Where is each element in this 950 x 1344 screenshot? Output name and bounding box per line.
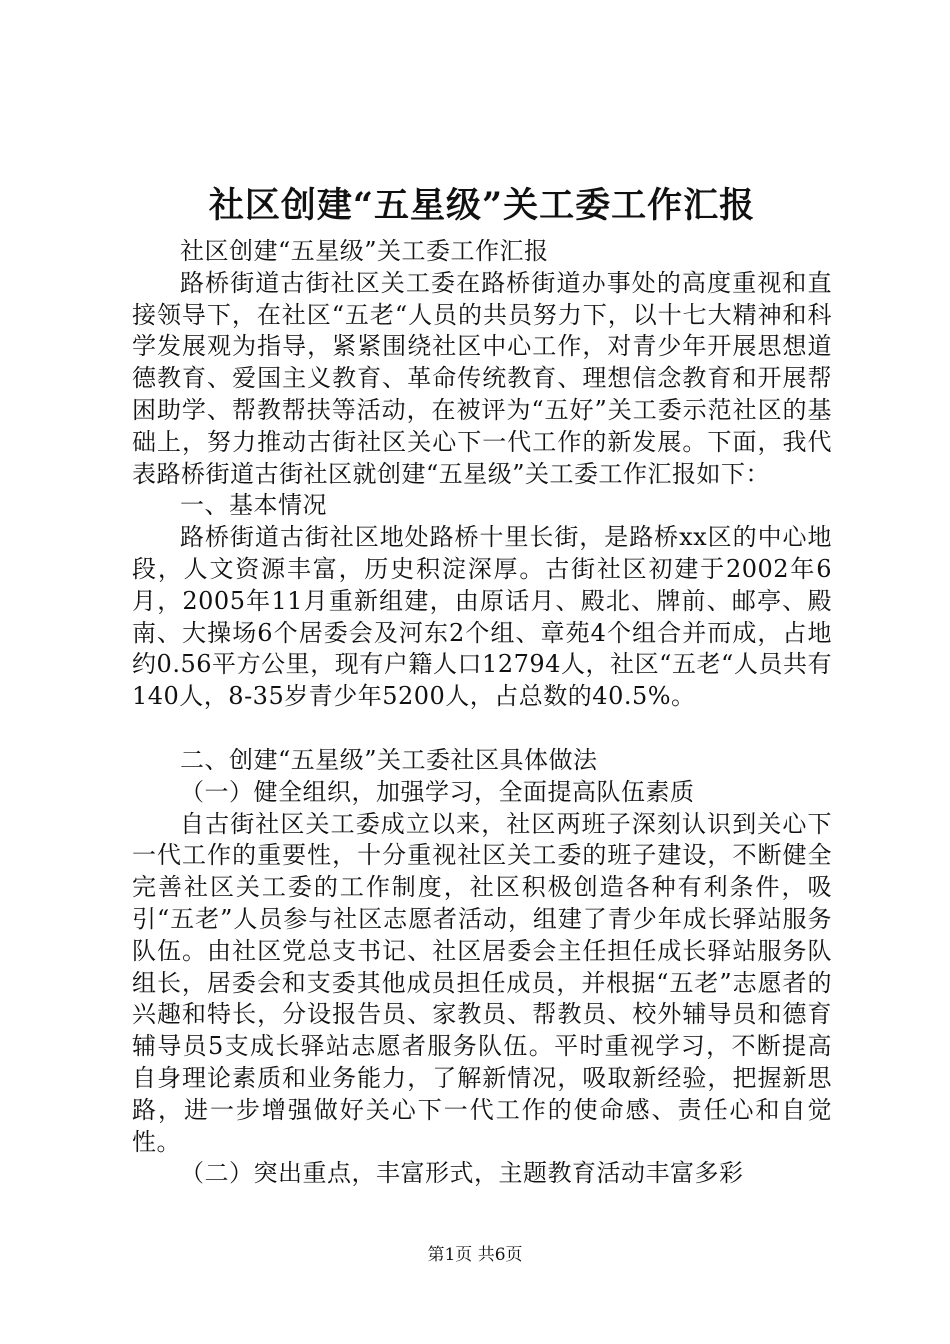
document-title: 社区创建“五星级”关工委工作汇报: [208, 185, 756, 226]
subsection-1-paragraph: 自古街社区关工委成立以来，社区两班子深刻认识到关心下一代工作的重要性，十分重视社区关工委的班子建设，不断健全完善社区关工委的工作制度，社区积极创造各种有利条件，吸引“五老”人员参与社区志愿者活动，组建了青少年成长驿站服务队伍。由社区党总支书记、社区居委会主任担任成长驿站服务队组长，居委会和支委其他成员担任成员，并根据“五老”志愿者的兴趣和特长，分设报告员、家教员、帮教员、校外辅导员和德育辅导员5支成长驿站志愿者服务队伍。平时重视学习，不断提高自身理论素质和业务能力，了解新情况，吸取新经验，把握新思路，进一步增强做好关心下一代工作的使命感、责任心和自觉性。: [132, 809, 832, 1156]
section-1-paragraph: 路桥街道古街社区地处路桥十里长街，是路桥xx区的中心地段，人文资源丰富，历史积淀深厚。古街社区初建于2002年6月，2005年11月重新组建，由原话月、殿北、牌前、邮亭、殿南、大操场6个居委会及河东2个组、章苑4个组合并而成，占地约0.56平方公里，现有户籍人口12794人，社区“五老“人员共有140人，8-35岁青少年5200人，占总数的40.5%。: [132, 523, 832, 711]
blank-line: [132, 713, 832, 745]
subsection-1-heading: （一）健全组织，加强学习，全面提高队伍素质: [180, 777, 695, 806]
document-subtitle: 社区创建“五星级”关工委工作汇报: [180, 237, 549, 265]
section-1-heading: 一、基本情况: [180, 491, 327, 520]
page-number-footer: 第1页 共6页: [427, 1245, 523, 1265]
intro-paragraph: 路桥街道古街社区关工委在路桥街道办事处的高度重视和直接领导下，在社区“五老“人员的共员努力下，以十七大精神和科学发展观为指导，紧紧围绕社区中心工作，对青少年开展思想道德教育、爱国主义教育、革命传统教育、理想信念教育和开展帮困助学、帮教帮扶等活动，在被评为“五好”关工委示范社区的基础上，努力推动古街社区关心下一代工作的新发展。下面，我代表路桥街道古街社区就创建“五星级”关工委工作汇报如下：: [132, 268, 832, 488]
section-2-heading: 二、创建“五星级”关工委社区具体做法: [180, 745, 598, 774]
subsection-2-heading: （二）突出重点，丰富形式，主题教育活动丰富多彩: [180, 1159, 744, 1188]
document-page: [132, 180, 832, 1190]
